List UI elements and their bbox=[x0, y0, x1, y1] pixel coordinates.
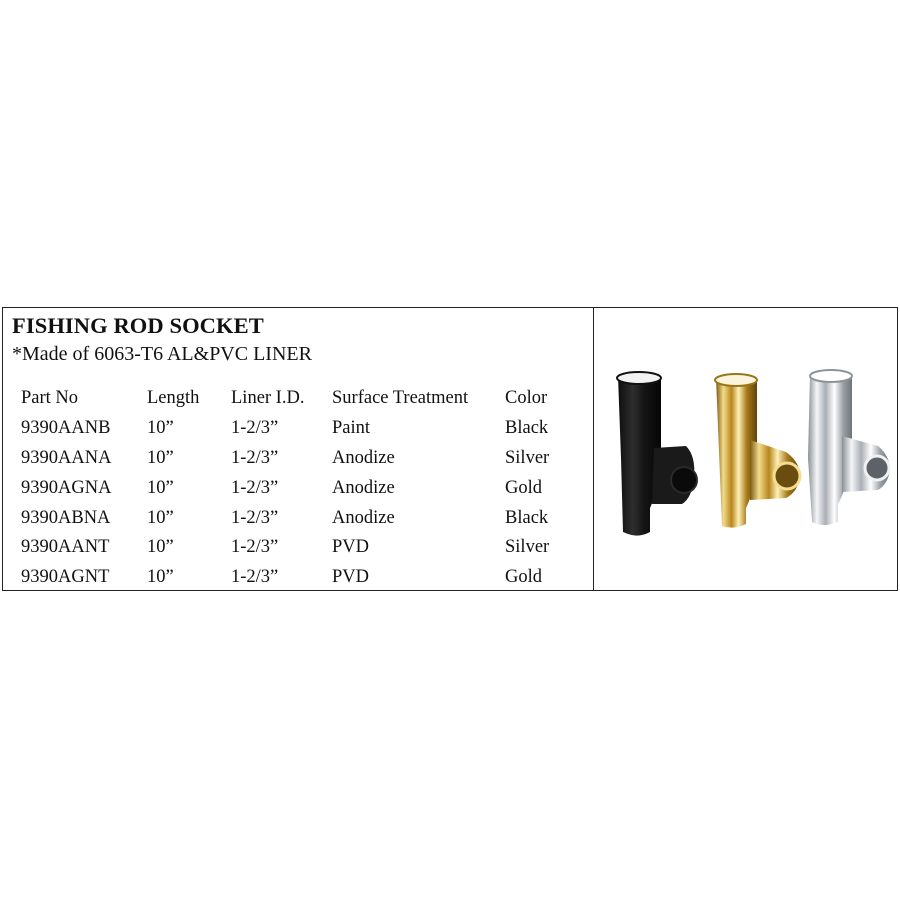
header-length: Length bbox=[147, 388, 200, 409]
cell-surface-treatment: Anodize bbox=[332, 447, 395, 468]
cell-part-no: 9390AANT bbox=[21, 537, 110, 558]
header-part-no: Part No bbox=[21, 388, 79, 409]
cell-length: 10” bbox=[147, 507, 174, 528]
header-liner-id: Liner I.D. bbox=[231, 388, 305, 409]
cell-color: Silver bbox=[505, 447, 550, 468]
cell-part-no: 9390AANB bbox=[21, 418, 111, 439]
product-title: FISHING ROD SOCKET bbox=[12, 313, 264, 338]
cell-surface-treatment: Anodize bbox=[332, 477, 395, 498]
cell-length: 10” bbox=[147, 537, 174, 558]
silver-socket bbox=[808, 370, 890, 525]
cell-surface-treatment: PVD bbox=[332, 537, 370, 558]
table-row bbox=[21, 533, 565, 563]
cell-length: 10” bbox=[147, 477, 174, 498]
table-row bbox=[21, 414, 565, 444]
cell-part-no: 9390AGNT bbox=[21, 567, 110, 588]
table-row bbox=[21, 503, 565, 533]
cell-liner-id: 1-2/3” bbox=[231, 537, 279, 558]
cell-liner-id: 1-2/3” bbox=[231, 507, 279, 528]
cell-color: Silver bbox=[505, 537, 550, 558]
spec-panel bbox=[3, 308, 594, 590]
cell-surface-treatment: Anodize bbox=[332, 507, 395, 528]
cell-color: Gold bbox=[505, 477, 542, 498]
cell-liner-id: 1-2/3” bbox=[231, 447, 279, 468]
cell-liner-id: 1-2/3” bbox=[231, 567, 279, 588]
cell-length: 10” bbox=[147, 567, 174, 588]
material-note: *Made of 6063-T6 AL&PVC LINER bbox=[12, 343, 312, 365]
spec-sheet bbox=[2, 307, 898, 591]
gold-socket bbox=[715, 374, 800, 528]
product-photo-panel bbox=[594, 308, 897, 590]
cell-surface-treatment: PVD bbox=[332, 567, 370, 588]
cell-liner-id: 1-2/3” bbox=[231, 418, 279, 439]
cell-part-no: 9390ABNA bbox=[21, 507, 111, 528]
cell-color: Gold bbox=[505, 567, 542, 588]
cell-length: 10” bbox=[147, 447, 174, 468]
cell-part-no: 9390AANA bbox=[21, 447, 112, 468]
table-row bbox=[21, 444, 565, 474]
cell-color: Black bbox=[505, 507, 549, 528]
table-row bbox=[21, 563, 565, 593]
table-header-row bbox=[21, 384, 565, 414]
cell-color: Black bbox=[505, 418, 549, 439]
header-surface-treatment: Surface Treatment bbox=[332, 388, 469, 409]
black-socket bbox=[617, 372, 697, 536]
cell-part-no: 9390AGNA bbox=[21, 477, 112, 498]
cell-surface-treatment: Paint bbox=[332, 418, 371, 439]
spec-table bbox=[21, 384, 565, 593]
product-photo bbox=[594, 308, 898, 590]
cell-liner-id: 1-2/3” bbox=[231, 477, 279, 498]
table-row bbox=[21, 473, 565, 503]
header-color: Color bbox=[505, 388, 548, 409]
cell-length: 10” bbox=[147, 418, 174, 439]
